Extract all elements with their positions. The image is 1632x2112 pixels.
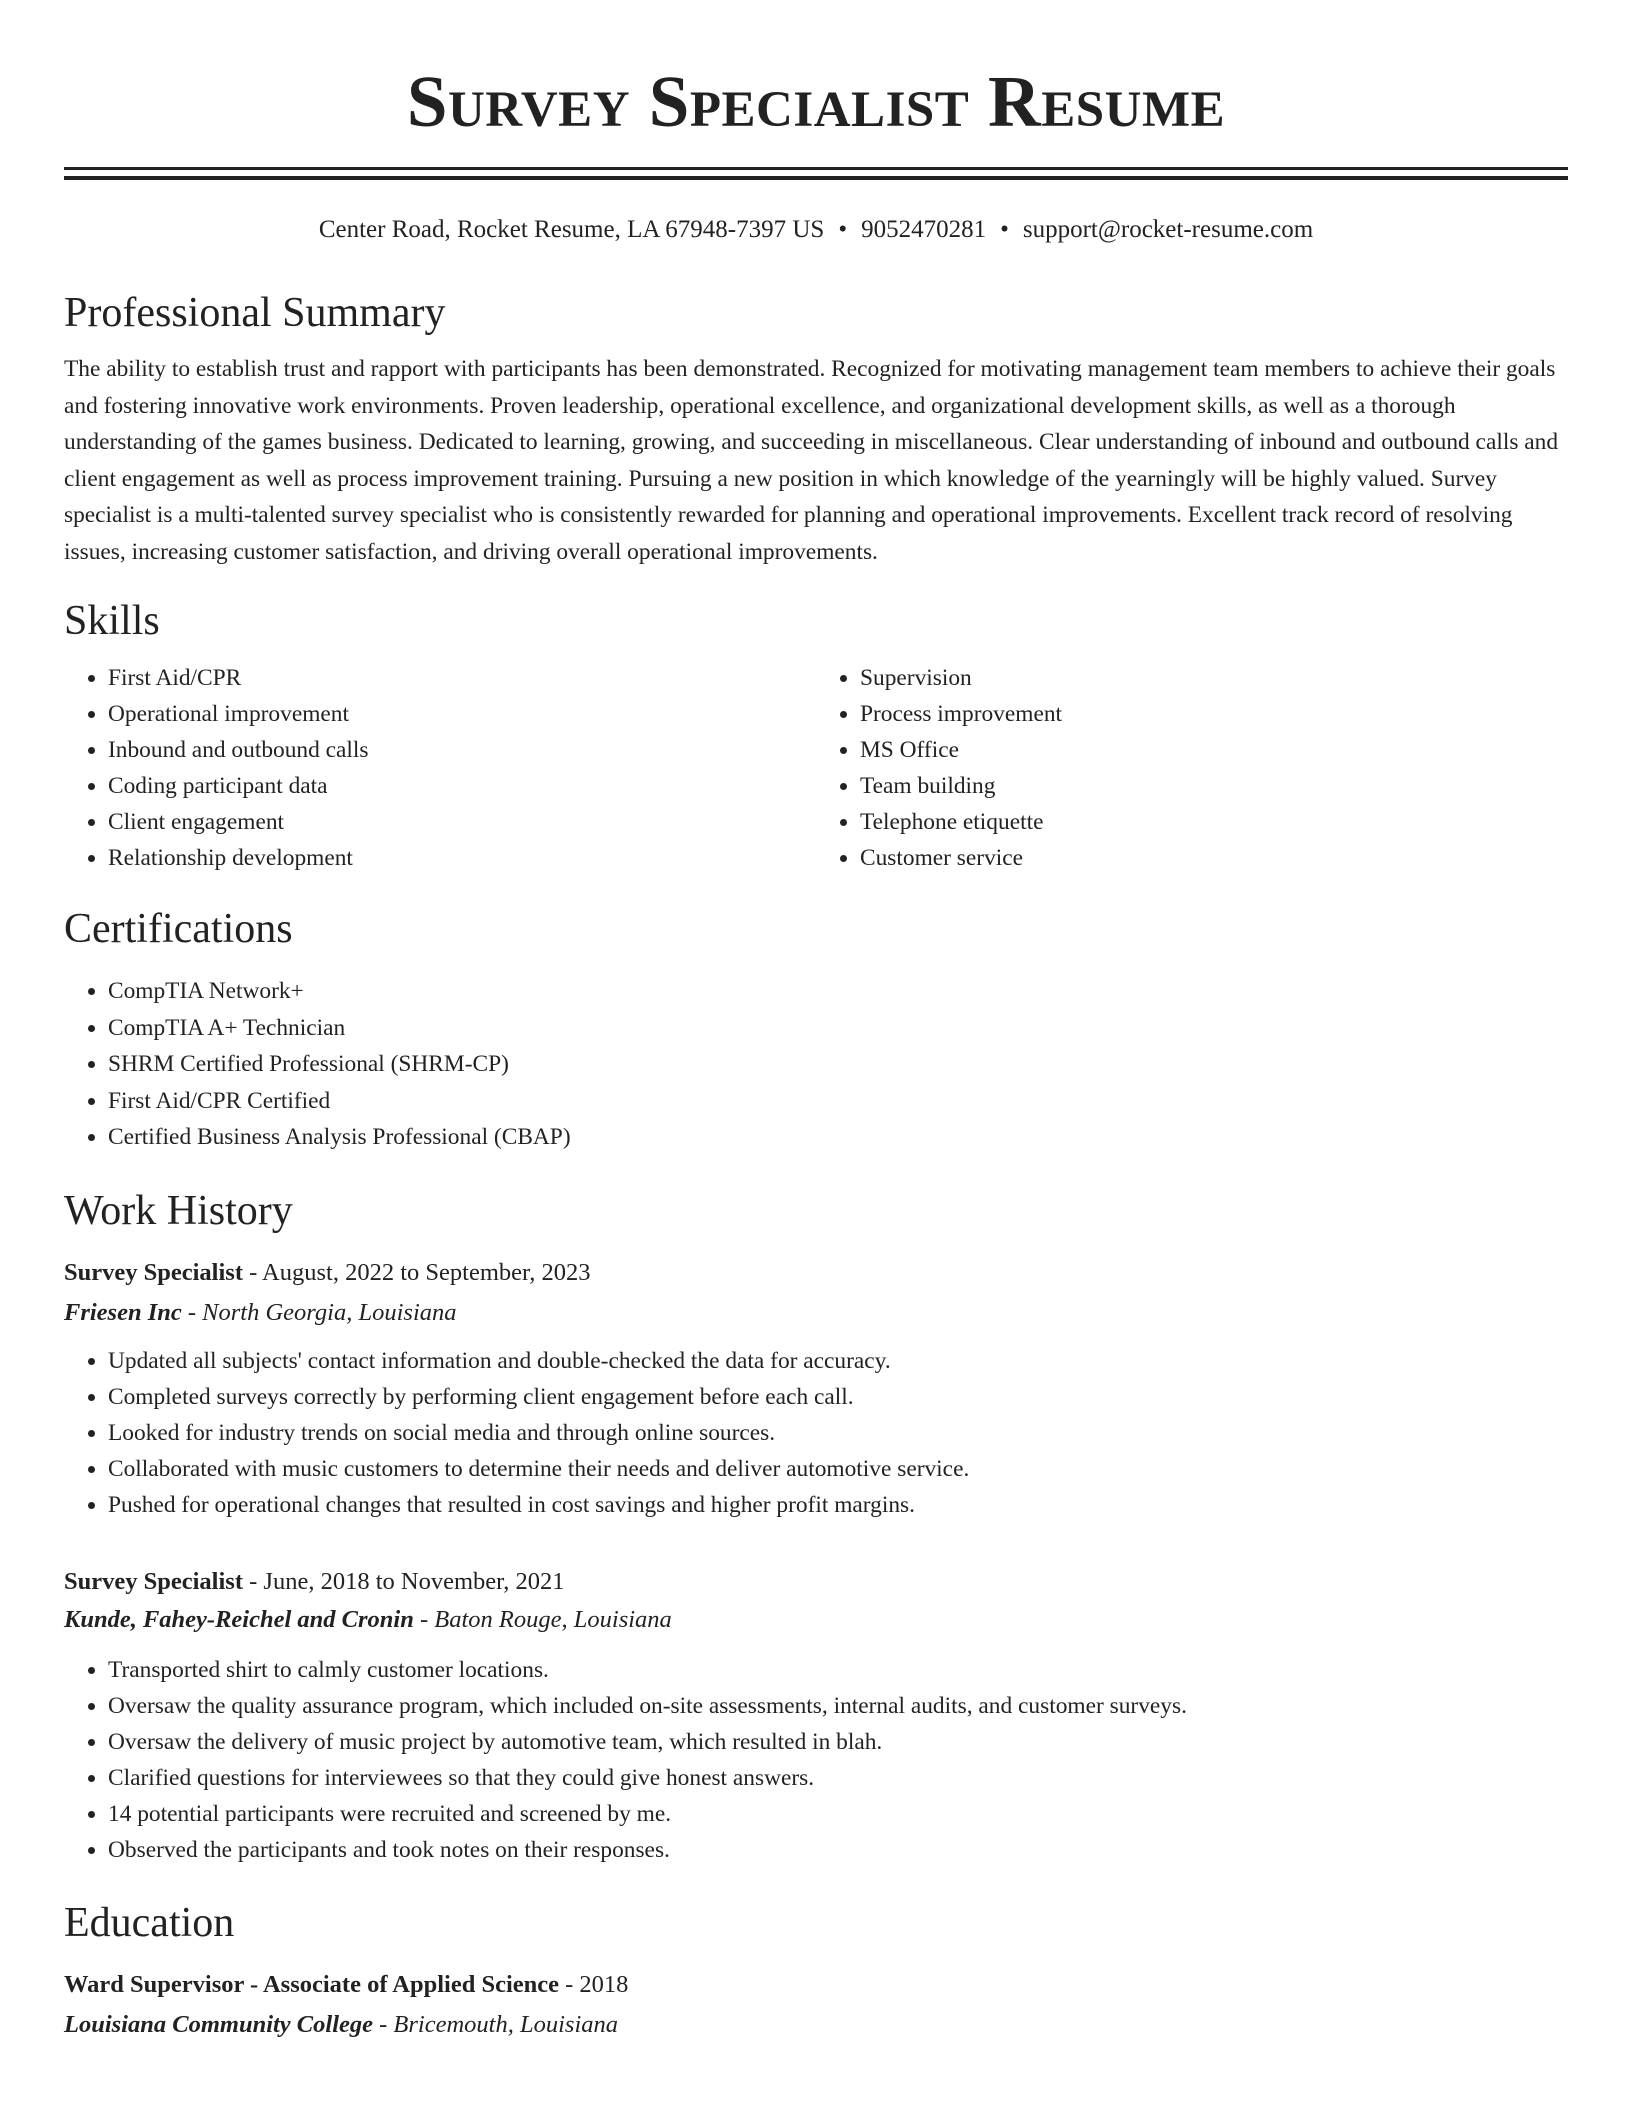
skill-item: • Customer service <box>860 840 1568 876</box>
certification-item: • Certified Business Analysis Professional (CBAP) <box>108 1119 1568 1156</box>
job-duty: • Collaborated with music customers to determine their needs and deliver automotive service. <box>108 1451 1568 1487</box>
contact-separator: • <box>1000 216 1009 243</box>
contact-email: support@rocket-resume.com <box>1022 216 1314 243</box>
skill-item: • Telephone etiquette <box>860 804 1568 840</box>
skills-right-list <box>816 660 1568 876</box>
job-location: - North Georgia, Louisiana <box>181 1298 457 1326</box>
skill-item: • Inbound and outbound calls <box>108 732 816 768</box>
skill-item: • Coding participant data <box>108 768 816 804</box>
job-dates: - June, 2018 to November, 2021 <box>243 1567 565 1595</box>
skills-left-list <box>64 660 816 876</box>
contact-address: Center Road, Rocket Resume, LA 67948-7397 US <box>318 216 825 243</box>
skill-item: • MS Office <box>860 732 1568 768</box>
skills-columns <box>64 660 1568 876</box>
education-school: Louisiana Community College <box>64 2010 374 2038</box>
education-location: - Bricemouth, Louisiana <box>373 2010 619 2038</box>
certification-item: • CompTIA Network+ <box>108 973 1568 1010</box>
job-company: Kunde, Fahey-Reichel and Cronin <box>64 1605 414 1633</box>
work-history-heading: Work History <box>64 1187 293 1234</box>
skill-item: • Process improvement <box>860 696 1568 732</box>
contact-phone: 9052470281 <box>861 216 987 243</box>
job-company-line <box>64 1296 1568 1330</box>
job-duty: • Transported shirt to calmly customer locations. <box>108 1652 1568 1688</box>
job-duty: • Observed the participants and took notes on their responses. <box>108 1832 1568 1868</box>
skill-item: • Operational improvement <box>108 696 816 732</box>
title-rule-bottom <box>64 176 1568 180</box>
certification-item: • SHRM Certified Professional (SHRM-CP) <box>108 1046 1568 1083</box>
education-year: - 2018 <box>559 1970 629 1998</box>
skill-item: • Relationship development <box>108 840 816 876</box>
job-duty: • Oversaw the delivery of music project by automotive team, which resulted in blah. <box>108 1724 1568 1760</box>
education-degree-line <box>64 1968 1568 2002</box>
job-duty: • 14 potential participants were recruited and screened by me. <box>108 1796 1568 1832</box>
skill-item: • Team building <box>860 768 1568 804</box>
job-duty: • Clarified questions for interviewees so that they could give honest answers. <box>108 1760 1568 1796</box>
skill-item: • First Aid/CPR <box>108 660 816 696</box>
skill-item: • Supervision <box>860 660 1568 696</box>
job-company: Friesen Inc <box>64 1298 182 1326</box>
job-duty: • Oversaw the quality assurance program, which included on-site assessments, internal audits, and customer surveys. <box>108 1688 1568 1724</box>
certifications-list <box>64 973 1568 1156</box>
job-entry <box>64 1565 1568 1868</box>
certification-item: • CompTIA A+ Technician <box>108 1010 1568 1047</box>
resume-title: Survey Specialist Resume <box>406 61 1226 142</box>
skills-heading: Skills <box>64 598 160 644</box>
job-duties-list <box>64 1652 1568 1868</box>
job-dates: - August, 2022 to September, 2023 <box>243 1258 591 1286</box>
job-title: Survey Specialist <box>64 1258 243 1286</box>
job-duties-list <box>64 1343 1568 1523</box>
title-rule-top <box>64 167 1568 170</box>
job-entry <box>64 1256 1568 1523</box>
job-title-line <box>64 1256 1568 1290</box>
contact-line <box>64 214 1568 246</box>
certification-item: • First Aid/CPR Certified <box>108 1083 1568 1120</box>
job-location: - Baton Rouge, Louisiana <box>413 1605 672 1633</box>
job-company-line <box>64 1603 1568 1637</box>
summary-heading: Professional Summary <box>64 290 446 336</box>
job-title: Survey Specialist <box>64 1567 243 1595</box>
job-title-line <box>64 1565 1568 1599</box>
summary-text: The ability to establish trust and rapport with participants has been demonstrated. Recognized for motivating management team members to achieve their goals and fostering innovative work environments. Proven leadership, operational excellence, and organizational development skills, as well as a thorough understanding of the games business. Dedicated to learning, growing, and succeeding in miscellaneous. Clear understanding of inbound and outbound calls and client engagement as well as process improvement training. Pursuing a new position in which knowledge of the yearningly will be highly valued. Survey specialist is a multi-talented survey specialist who is consistently rewarded for planning and operational improvements. Excellent track record of resolving issues, increasing customer satisfaction, and driving overall operational improvements. <box>64 356 1559 565</box>
education-degree: Ward Supervisor - Associate of Applied Science <box>64 1970 560 1998</box>
certifications-heading: Certifications <box>64 906 293 952</box>
skill-item: • Client engagement <box>108 804 816 840</box>
job-duty: • Completed surveys correctly by performing client engagement before each call. <box>108 1379 1568 1415</box>
job-duty: • Pushed for operational changes that resulted in cost savings and higher profit margins. <box>108 1487 1568 1523</box>
contact-separator: • <box>838 216 848 243</box>
job-duty: • Updated all subjects' contact information and double-checked the data for accuracy. <box>108 1343 1568 1379</box>
education-school-line <box>64 2008 1568 2042</box>
job-duty: • Looked for industry trends on social media and through online sources. <box>108 1415 1568 1451</box>
education-heading: Education <box>64 1899 235 1946</box>
